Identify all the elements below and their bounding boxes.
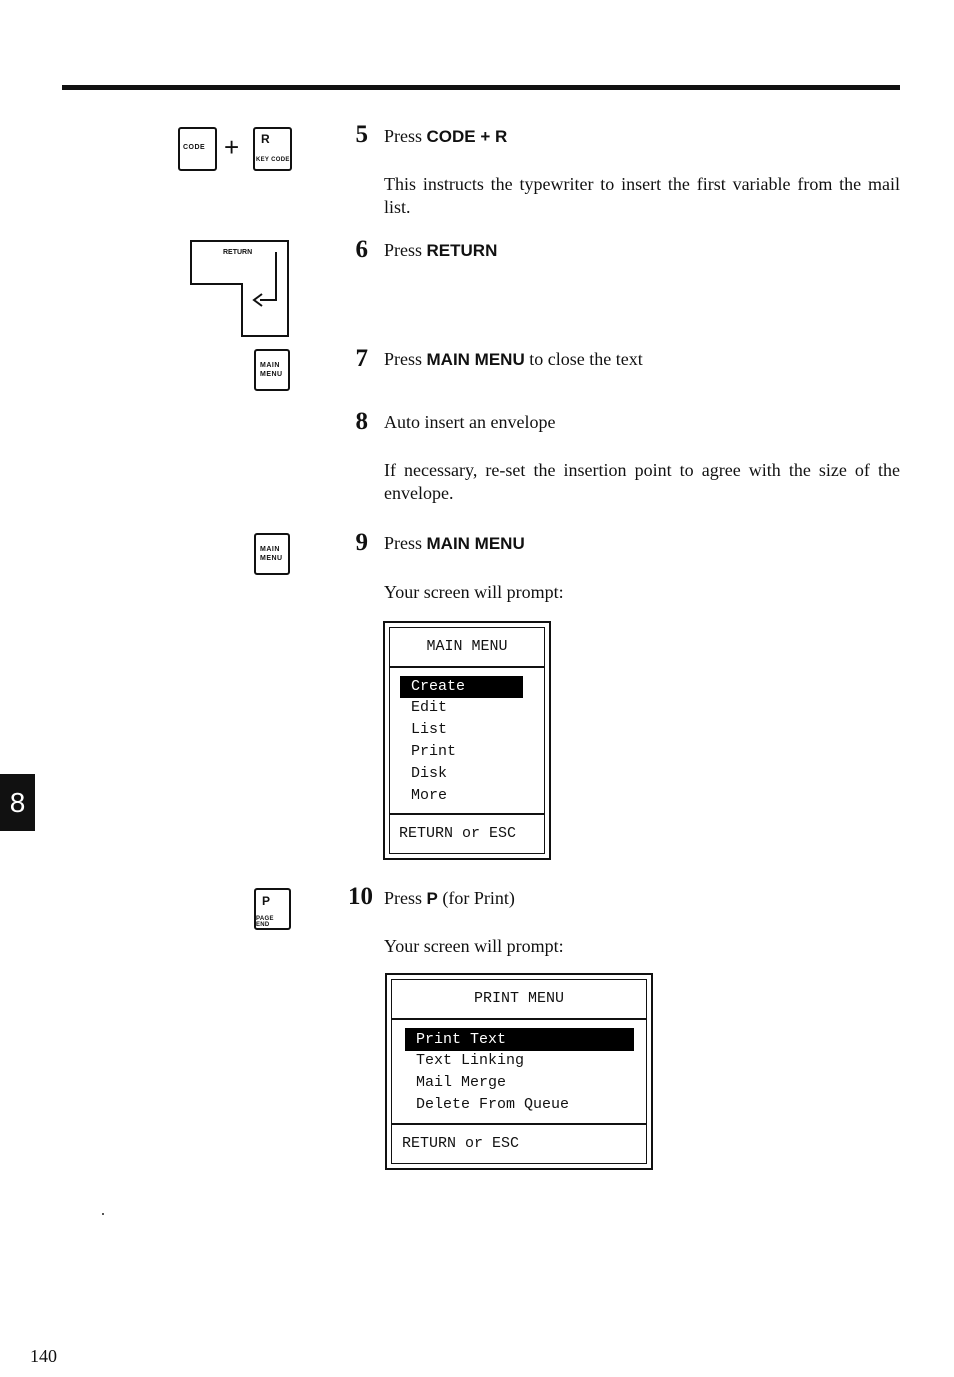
- main-menu-key-label-2: MENU: [260, 371, 283, 378]
- step-number: 8: [355, 408, 368, 435]
- p-key-sublabel: PAGE END: [256, 916, 274, 928]
- menu-item-list[interactable]: List: [411, 721, 448, 738]
- main-menu-key-label-1: MAIN: [260, 546, 280, 553]
- step-pre: Press: [384, 126, 427, 146]
- menu-title: MAIN MENU: [390, 628, 544, 668]
- menu-item-disk[interactable]: Disk: [411, 765, 448, 782]
- main-menu-screen: [383, 621, 551, 860]
- step-description: If necessary, re-set the insertion point to agree with the size of the envelope.: [384, 460, 900, 503]
- chapter-tab: 8: [0, 774, 35, 831]
- main-menu-key-icon-2: [254, 533, 290, 575]
- plus-sign: +: [224, 132, 240, 162]
- menu-item-create[interactable]: Create: [400, 676, 523, 698]
- step-number: 10: [348, 883, 373, 910]
- step-pre: Press: [384, 888, 427, 908]
- p-key-icon: [254, 888, 291, 930]
- main-menu-key-label-2: MENU: [260, 555, 283, 562]
- top-rule: [62, 85, 900, 90]
- r-key-label: R: [261, 132, 270, 146]
- step-pre: Press: [384, 349, 427, 369]
- stray-mark: [102, 1213, 104, 1215]
- menu-item-delete-from-queue[interactable]: Delete From Queue: [416, 1096, 570, 1113]
- step-instruction: [384, 240, 497, 261]
- step-description: This instructs the typewriter to insert the first variable from the mail list.: [384, 174, 900, 217]
- menu-item-more[interactable]: More: [411, 787, 448, 804]
- menu-item-print-text[interactable]: Print Text: [405, 1028, 634, 1051]
- step-keyword: P: [426, 889, 438, 908]
- menu-item-edit[interactable]: Edit: [411, 699, 448, 716]
- menu-item-print[interactable]: Print: [411, 743, 457, 760]
- step-instruction: [384, 533, 525, 554]
- return-key-icon: [190, 240, 290, 338]
- step-description: Your screen will prompt:: [384, 936, 564, 956]
- step-keyword: CODE + R: [426, 127, 508, 146]
- step-number: 5: [355, 121, 368, 148]
- step-keyword: RETURN: [426, 241, 498, 260]
- menu-footer: RETURN or ESC: [392, 1123, 646, 1163]
- code-key-label: CODE: [183, 144, 206, 151]
- menu-item-text-linking[interactable]: Text Linking: [416, 1052, 525, 1069]
- r-key-icon: [253, 127, 292, 171]
- print-menu-screen: [385, 973, 653, 1170]
- step-pre: Press: [384, 240, 427, 260]
- return-key-label: RETURN: [223, 249, 253, 256]
- print-menu-frame: [391, 979, 647, 1164]
- step-number: 7: [355, 345, 368, 372]
- menu-title: PRINT MENU: [392, 980, 646, 1020]
- step-number: 9: [355, 529, 368, 556]
- step-description: Your screen will prompt:: [384, 582, 564, 602]
- page-number: 140: [30, 1346, 57, 1366]
- p-key-label: P: [262, 894, 271, 908]
- step-number: 6: [355, 236, 368, 263]
- step-instruction: Auto insert an envelope: [384, 412, 556, 432]
- main-menu-key-icon: [254, 349, 290, 391]
- step-instruction: [384, 126, 507, 147]
- r-key-sublabel: KEY CODE: [256, 157, 290, 163]
- menu-item-mail-merge[interactable]: Mail Merge: [416, 1074, 507, 1091]
- code-key-icon: [178, 127, 217, 171]
- step-post: (for Print): [437, 888, 515, 908]
- main-menu-key-label-1: MAIN: [260, 362, 280, 369]
- step-keyword: MAIN MENU: [426, 534, 525, 553]
- step-post: to close the text: [524, 349, 643, 369]
- step-instruction: [384, 349, 643, 370]
- main-menu-frame: [389, 627, 545, 854]
- menu-footer: RETURN or ESC: [390, 813, 544, 853]
- step-instruction: [384, 888, 515, 909]
- step-keyword: MAIN MENU: [426, 350, 525, 369]
- step-pre: Press: [384, 533, 427, 553]
